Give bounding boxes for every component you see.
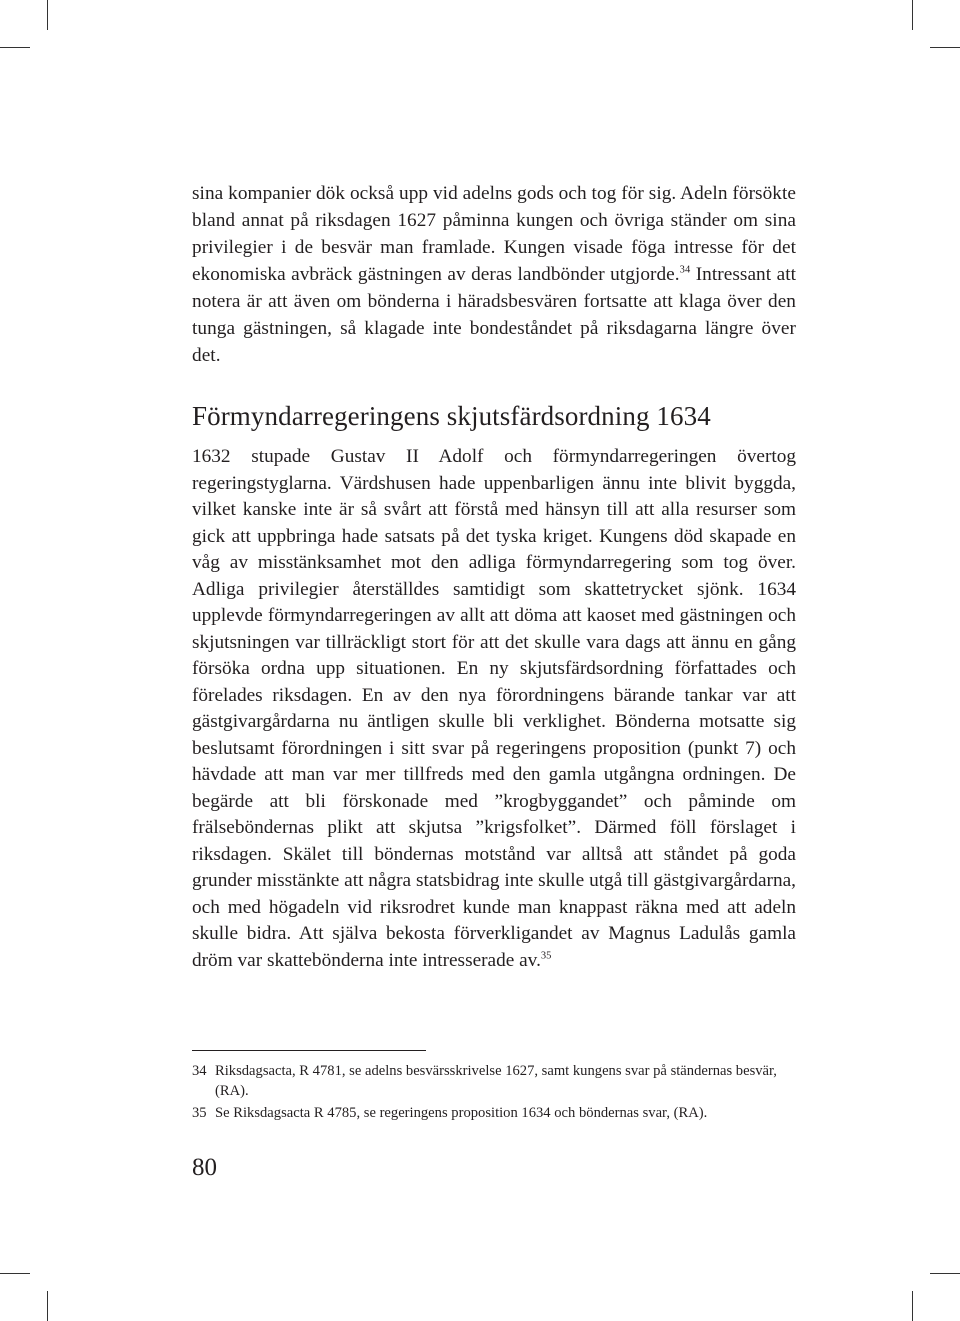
crop-mark-right-bottom — [930, 1273, 960, 1274]
footnote-text: Riksdagsacta, R 4781, se adelns besvärsskrivelse 1627, samt kungens svar på ständernas besvär, (RA). — [215, 1063, 777, 1099]
footnote-number: 34 — [192, 1063, 207, 1079]
footnote-35 — [192, 1103, 796, 1123]
paragraph-2-text: 1632 stupade Gustav II Adolf och förmyndarregeringen övertog regeringstyglarna. Värdshusen hade uppenbarligen ännu inte blivit byggda, vilket kanske inte är så svårt att förstå med hänsyn till att alla resurser som gick att uppbringa hade satsats på det tyska kriget. Kungens död skapade en våg av misstänksamhet mot den adliga förmyndarregering som tog över. Adliga privilegier återställdes samtidigt som skattetrycket sjönk. 1634 upplevde förmyndarregeringen av allt att döma att kaoset med gästningen och skjutsningen var tillräckligt stort för att det skulle vara dags att ännu en gång försöka ordna upp situationen. En ny skjutsfärdsordning författades och förelades riksdagen. En av den nya förordningens bärande tankar var att gästgivargårdarna nu äntligen skulle bli verklighet. Bönderna motsatte sig beslutsamt förordningen i sitt svar på regeringens proposition (punkt 7) och hävdade att man var mer tillfreds med den gamla utgångna ordningen. De begärde att bli förskonade med ”krogbyggandet” och påminde om frälseböndernas plikt att skjutsa ”krigsfolket”. Därmed föll förslaget i riksdagen. Skälet till böndernas motstånd var alltså att ståndet på goda grunder misstänkte att några statsbidrag inte skulle utgå till gästgivargårdarna, och med högadeln vid riksrodret kunde man knappast räkna med att adeln skulle bidra. Att själva bekosta förverkligandet av Magnus Ladulås gamla dröm var skattebönderna inte intresserade av. — [192, 446, 796, 971]
footnotes — [192, 1061, 796, 1125]
footnote-number: 35 — [192, 1105, 207, 1121]
crop-mark-top-right — [912, 0, 913, 30]
footnote-34 — [192, 1061, 796, 1101]
footnote-text: Se Riksdagsacta R 4785, se regeringens proposition 1634 och böndernas svar, (RA). — [215, 1105, 708, 1121]
crop-mark-top-left — [47, 0, 48, 30]
crop-mark-right-top — [930, 47, 960, 48]
footnote-ref-35[interactable]: 35 — [540, 950, 552, 962]
crop-mark-left-top — [0, 47, 30, 48]
section-heading: Förmyndarregeringens skjutsfärdsordning 1634 — [192, 401, 711, 431]
crop-mark-bottom-right — [912, 1291, 913, 1321]
page-number: 80 — [192, 1154, 217, 1181]
body-paragraph-2 — [192, 444, 796, 974]
crop-mark-bottom-left — [47, 1291, 48, 1321]
paragraph-1-text-part-1: sina kompanier dök också upp vid adelns gods och tog för sig. Adeln försökte bland annat på riksdagen 1627 påminna kungen och övriga ständer om sina privilegier i de besvär man framlade. Kungen visade föga intresse för det ekonomiska avbräck gästningen av deras landbönder utgjorde. — [192, 183, 796, 285]
paragraph-1-text-part-2: Intressant att notera är att även om bönderna i häradsbesvären fortsatte att klaga över den tunga gästningen, så klagade inte bondeståndet på riksdagarna längre över det. — [192, 264, 797, 366]
footnote-ref-34[interactable]: 34 — [679, 264, 691, 276]
body-paragraph-1 — [192, 180, 796, 369]
crop-mark-left-bottom — [0, 1273, 30, 1274]
footnote-divider — [192, 1050, 426, 1051]
